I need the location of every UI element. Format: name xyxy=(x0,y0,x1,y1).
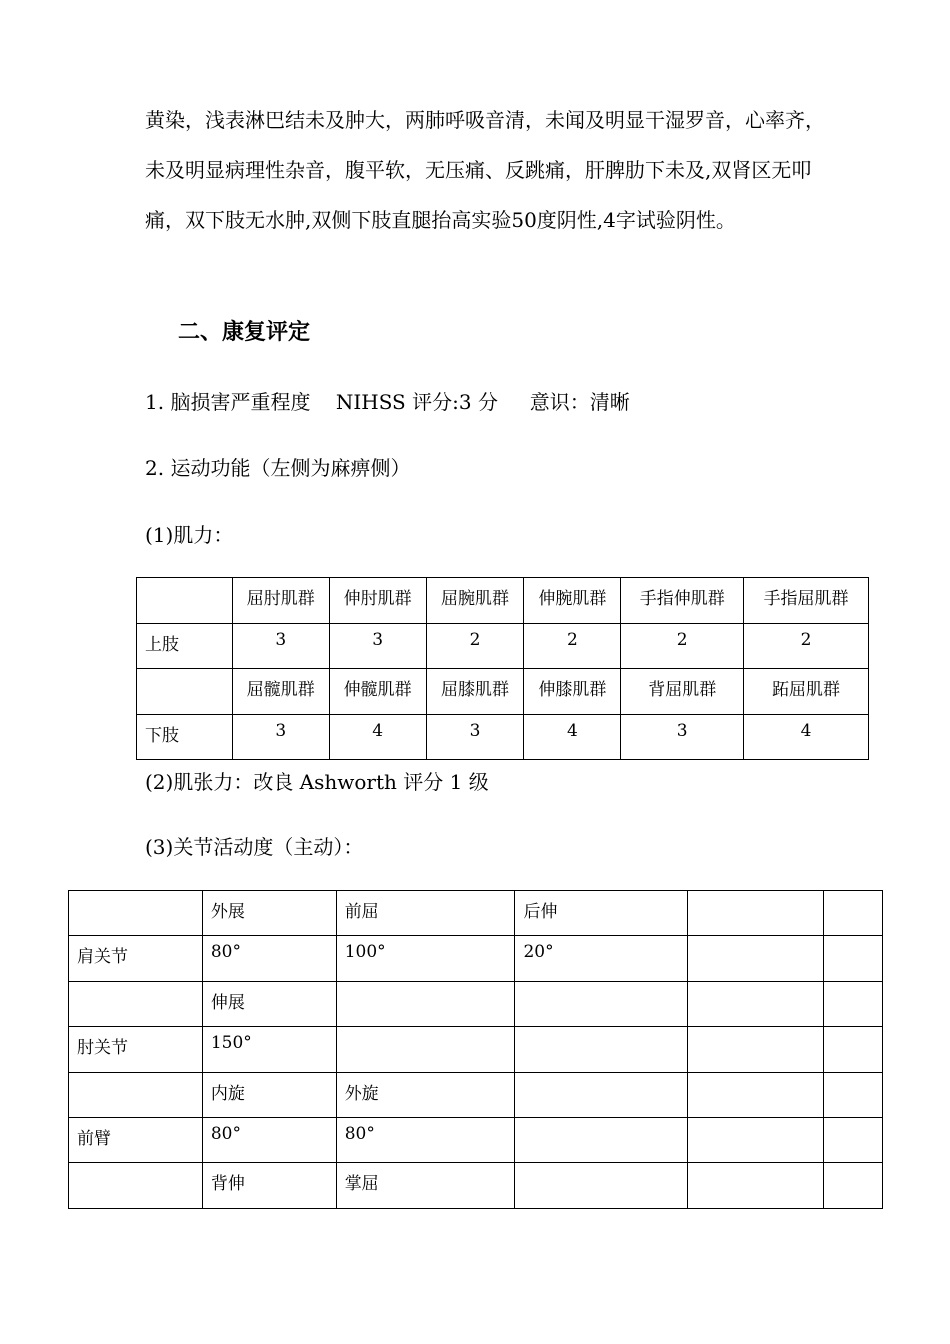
table-cell: 手指屈肌群 xyxy=(744,578,869,624)
table-cell: 外旋 xyxy=(336,1072,515,1117)
table-cell xyxy=(688,1117,824,1162)
table-cell xyxy=(688,1072,824,1117)
table-row xyxy=(69,1072,883,1117)
table-cell: 内旋 xyxy=(202,1072,336,1117)
table-cell: 4 xyxy=(329,714,426,760)
table-cell: 3 xyxy=(232,714,329,760)
table-cell: 4 xyxy=(744,714,869,760)
table-cell: 掌屈 xyxy=(336,1163,515,1208)
table-cell: 下肢 xyxy=(137,714,233,760)
table-cell xyxy=(515,981,688,1026)
table-cell: 3 xyxy=(621,714,744,760)
table-row xyxy=(69,1027,883,1072)
table-cell: 屈髋肌群 xyxy=(232,669,329,715)
table-cell: 80° xyxy=(202,936,336,981)
table-cell: 2 xyxy=(744,623,869,669)
table-cell: 伸腕肌群 xyxy=(524,578,621,624)
table-cell: 80° xyxy=(202,1117,336,1162)
table-row xyxy=(137,669,869,715)
table-cell xyxy=(824,1117,883,1162)
table-cell xyxy=(69,1072,203,1117)
sub-muscle-strength: (1)肌力： xyxy=(145,523,234,547)
table-cell: 4 xyxy=(524,714,621,760)
table-cell: 2 xyxy=(426,623,524,669)
table-cell xyxy=(688,1027,824,1072)
table-cell: 肘关节 xyxy=(69,1027,203,1072)
table-cell xyxy=(688,981,824,1026)
table-cell xyxy=(515,1117,688,1162)
table-cell: 伸髋肌群 xyxy=(329,669,426,715)
table-cell xyxy=(69,981,203,1026)
range-of-motion-table xyxy=(68,890,883,1209)
table-cell: 伸肘肌群 xyxy=(329,578,426,624)
table-cell: 伸展 xyxy=(202,981,336,1026)
table-cell xyxy=(515,1027,688,1072)
table-cell xyxy=(69,891,203,936)
table-cell xyxy=(336,1027,515,1072)
item-brain-damage: 1. 脑损害严重程度 NIHSS 评分:3 分 意识：清晰 xyxy=(145,390,630,414)
table-row xyxy=(69,936,883,981)
table-row xyxy=(69,1117,883,1162)
table-cell: 100° xyxy=(336,936,515,981)
table-cell xyxy=(824,891,883,936)
table-cell: 背屈肌群 xyxy=(621,669,744,715)
sub-muscle-tone: (2)肌张力：改良 Ashworth 评分 1 级 xyxy=(145,770,489,794)
table-cell xyxy=(824,1027,883,1072)
table-cell xyxy=(336,981,515,1026)
table-cell xyxy=(137,578,233,624)
table-cell: 前屈 xyxy=(336,891,515,936)
table-cell xyxy=(688,1163,824,1208)
table-cell xyxy=(824,981,883,1026)
table-cell xyxy=(824,1163,883,1208)
table-row xyxy=(69,981,883,1026)
table-cell xyxy=(688,936,824,981)
table-cell xyxy=(515,1163,688,1208)
table-cell: 屈腕肌群 xyxy=(426,578,524,624)
table-cell: 3 xyxy=(329,623,426,669)
table-cell: 手指伸肌群 xyxy=(621,578,744,624)
table-cell: 80° xyxy=(336,1117,515,1162)
table-cell: 150° xyxy=(202,1027,336,1072)
item-motor-function: 2. 运动功能（左侧为麻痹侧） xyxy=(145,456,411,480)
table-cell: 屈肘肌群 xyxy=(232,578,329,624)
table-cell: 前臂 xyxy=(69,1117,203,1162)
table-cell xyxy=(824,1072,883,1117)
table-cell: 上肢 xyxy=(137,623,233,669)
intro-paragraph: 黄染，浅表淋巴结未及肿大，两肺呼吸音清，未闻及明显干湿罗音，心率齐，未及明显病理性杂音，腹平软，无压痛、反跳痛，肝脾肋下未及,双肾区无叩痛，双下肢无水肿,双侧下肢直腿抬高实验50度阴性,4字试验阴性。 xyxy=(145,108,825,232)
section-heading: 二、康复评定 xyxy=(178,320,311,345)
table-row xyxy=(137,714,869,760)
table-row xyxy=(69,1163,883,1208)
table-cell: 屈膝肌群 xyxy=(426,669,524,715)
table-cell: 3 xyxy=(426,714,524,760)
table-cell: 背伸 xyxy=(202,1163,336,1208)
table-row xyxy=(69,891,883,936)
table-row xyxy=(137,578,869,624)
table-cell: 20° xyxy=(515,936,688,981)
table-cell: 跖屈肌群 xyxy=(744,669,869,715)
table-cell xyxy=(69,1163,203,1208)
table-row xyxy=(137,623,869,669)
table-cell: 后伸 xyxy=(515,891,688,936)
table-cell: 2 xyxy=(621,623,744,669)
table-cell xyxy=(137,669,233,715)
table-cell: 伸膝肌群 xyxy=(524,669,621,715)
sub-range-of-motion: (3)关节活动度（主动）： xyxy=(145,835,364,859)
table-cell: 外展 xyxy=(202,891,336,936)
table-cell: 肩关节 xyxy=(69,936,203,981)
table-cell: 2 xyxy=(524,623,621,669)
table-cell: 3 xyxy=(232,623,329,669)
table-cell xyxy=(688,891,824,936)
table-cell xyxy=(515,1072,688,1117)
muscle-strength-table xyxy=(136,577,869,760)
table-cell xyxy=(824,936,883,981)
